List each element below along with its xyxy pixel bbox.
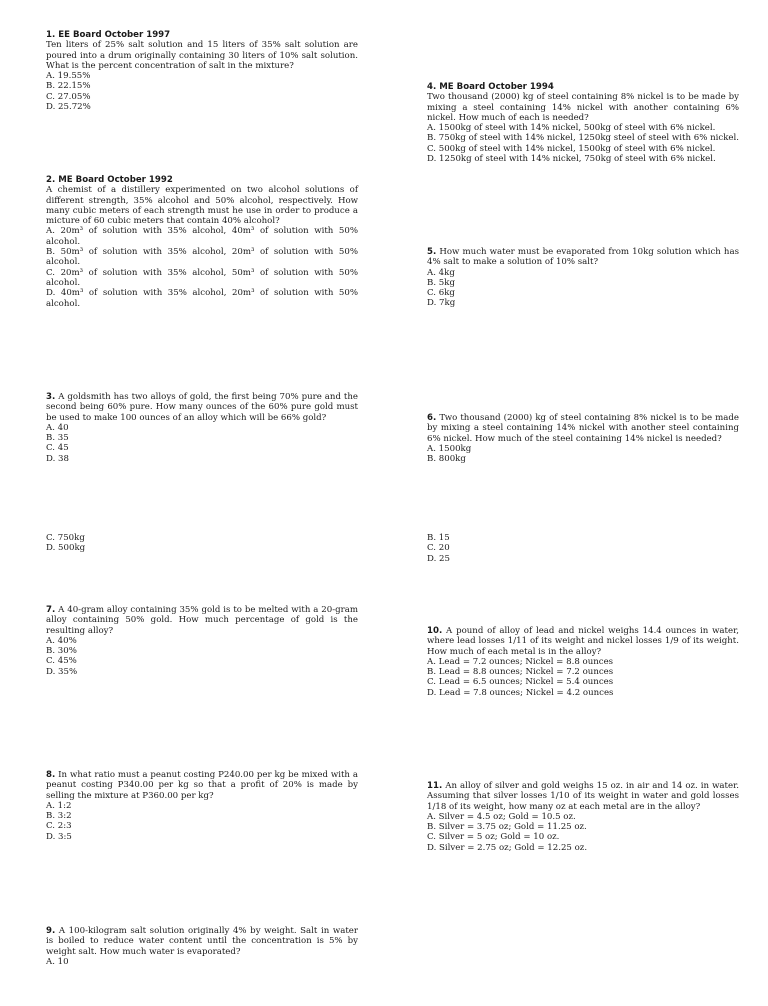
option-d: D. 3:5	[46, 831, 72, 842]
option-a: A. 19.55%	[46, 71, 91, 82]
option-c: C. 20	[427, 543, 450, 554]
option-b: B. 35	[46, 433, 69, 444]
option-b: B. 5kg	[427, 277, 455, 288]
question-text: A pound of alloy of lead and nickel weighs 14.4 ounces in water, where lead losses 1/11 of its weight and nickel losses 1/9 of its weight. How much of each metal is in the alloy?	[427, 626, 739, 657]
question-11	[427, 781, 739, 853]
option-b: B. 750kg of steel with 14% nickel, 1250kg steel of steel with 6% nickel.	[427, 133, 739, 144]
option-b: B. Lead = 8.8 ounces; Nickel = 7.2 ounces	[427, 667, 614, 678]
question-9-continued	[427, 533, 739, 564]
question-number: 8.	[46, 770, 56, 780]
option-a: A. 1500kg of steel with 14% nickel, 500kg of steel with 6% nickel.	[427, 123, 716, 134]
question-text: A 40-gram alloy containing 35% gold is to be melted with a 20-gram alloy containing 50% gold. How much percentage of gold is the resulting alloy?	[46, 605, 358, 636]
option-c: C. Lead = 6.5 ounces; Nickel = 5.4 ounces	[427, 677, 614, 688]
option-b: B. 3:2	[46, 811, 72, 822]
option-a: A. 10	[46, 956, 69, 967]
question-5	[427, 247, 739, 309]
option-a: A. 1500kg	[427, 443, 472, 454]
question-heading: 4. ME Board October 1994	[427, 82, 554, 92]
option-a: A. 4kg	[427, 267, 455, 278]
question-text: A goldsmith has two alloys of gold, the first being 70% pure and the second being 60% pure. How many ounces of the 60% pure gold must be used to make 100 ounces of an alloy which will be 66% gold?	[46, 392, 358, 423]
question-number: 5.	[427, 247, 437, 257]
question-10	[427, 626, 739, 698]
option-c: C. 20m³ of solution with 35% alcohol, 50m³ of solution with 50% alcohol.	[46, 267, 358, 288]
option-d: D. 35%	[46, 666, 78, 677]
question-1	[46, 30, 358, 112]
question-text: Two thousand (2000) kg of steel containing 8% nickel is to be made by mixing a steel containing 14% nickel with another containing 6% nickel. How much of each is needed?	[427, 92, 739, 123]
option-c: C. Silver = 5 oz; Gold = 10 oz.	[427, 832, 560, 843]
question-8	[46, 770, 358, 842]
question-6	[427, 413, 739, 464]
option-a: A. Silver = 4.5 oz; Gold = 10.5 oz.	[427, 811, 576, 822]
option-a: A. 1:2	[46, 800, 72, 811]
question-number: 3.	[46, 392, 56, 402]
question-7	[46, 605, 358, 677]
option-c: C. 45	[46, 443, 69, 454]
option-d: D. 7kg	[427, 298, 456, 309]
option-d: D. 40m³ of solution with 35% alcohol, 20m³ of solution with 50% alcohol.	[46, 288, 358, 309]
option-d: D. 1250kg of steel with 14% nickel, 750kg of steel with 6% nickel.	[427, 154, 716, 165]
option-a: A. 40	[46, 422, 69, 433]
option-b: B. 22.15%	[46, 81, 91, 92]
question-text: An alloy of silver and gold weighs 15 oz. in air and 14 oz. in water. Assuming that silver losses 1/10 of its weight in water and gold losses 1/18 of its weight, how many oz at each metal are in the alloy?	[427, 781, 739, 812]
question-9	[46, 926, 358, 967]
option-c: C. 27.05%	[46, 91, 91, 102]
option-d: D. 25	[427, 553, 450, 564]
option-b: B. 30%	[46, 646, 77, 657]
option-c: C. 2:3	[46, 821, 72, 832]
option-d: D. Silver = 2.75 oz; Gold = 12.25 oz.	[427, 842, 588, 853]
option-a: A. 40%	[46, 635, 77, 646]
option-d: D. 38	[46, 453, 69, 464]
question-heading: 1. EE Board October 1997	[46, 30, 171, 40]
option-b: B. Silver = 3.75 oz; Gold = 11.25 oz.	[427, 822, 587, 833]
question-number: 9.	[46, 926, 56, 936]
question-number: 7.	[46, 605, 56, 615]
option-d: D. 25.72%	[46, 102, 91, 113]
question-text: Two thousand (2000) kg of steel containing 8% nickel is to be made by mixing a steel containing 14% nickel with another steel containing 6% nickel. How much of the steel containing 14% nickel is needed?	[427, 413, 739, 444]
option-c: C. 500kg of steel with 14% nickel, 1500kg of steel with 6% nickel.	[427, 143, 716, 154]
question-text: Ten liters of 25% salt solution and 15 liters of 35% salt solution are poured into a drum originally containing 30 liters of 10% salt solution. What is the percent concentration of salt in the mixture?	[46, 40, 358, 71]
question-number: 11.	[427, 781, 443, 791]
question-text: In what ratio must a peanut costing P240.00 per kg be mixed with a peanut costing P340.00 per kg so that a profit of 20% is made by selling the mixture at P360.00 per kg?	[46, 770, 358, 801]
question-4	[427, 82, 739, 164]
option-c: C. 6kg	[427, 288, 455, 299]
question-heading: 2. ME Board October 1992	[46, 175, 173, 185]
option-a: A. 20m³ of solution with 35% alcohol, 40m³ of solution with 50% alcohol.	[46, 226, 358, 247]
option-a: A. Lead = 7.2 ounces; Nickel = 8.8 ounces	[427, 656, 614, 667]
question-3	[46, 392, 358, 464]
question-text: A chemist of a distillery experimented on two alcohol solutions of different strength, 35% alcohol and 50% alcohol, respectively. How many cubic meters of each strength must he use in order to produce a micture of 60 cubic meters that contain 40% alcohol?	[46, 185, 358, 227]
question-number: 10.	[427, 626, 443, 636]
option-b: B. 800kg	[427, 454, 466, 465]
option-b: B. 15	[427, 533, 450, 543]
option-c: C. 750kg	[46, 533, 85, 543]
question-6-continued	[46, 533, 358, 554]
question-number: 6.	[427, 413, 437, 423]
question-text: A 100-kilogram salt solution originally 4% by weight. Salt in water is boiled to reduce water content until the concentration is 5% by weight salt. How much water is evaporated?	[46, 926, 358, 957]
option-c: C. 45%	[46, 656, 77, 667]
question-text: How much water must be evaporated from 10kg solution which has 4% salt to make a solution of 10% salt?	[427, 247, 739, 268]
option-d: D. Lead = 7.8 ounces; Nickel = 4.2 ounces	[427, 687, 614, 698]
question-2	[46, 175, 358, 309]
option-b: B. 50m³ of solution with 35% alcohol, 20m³ of solution with 50% alcohol.	[46, 247, 358, 268]
option-d: D. 500kg	[46, 543, 86, 554]
